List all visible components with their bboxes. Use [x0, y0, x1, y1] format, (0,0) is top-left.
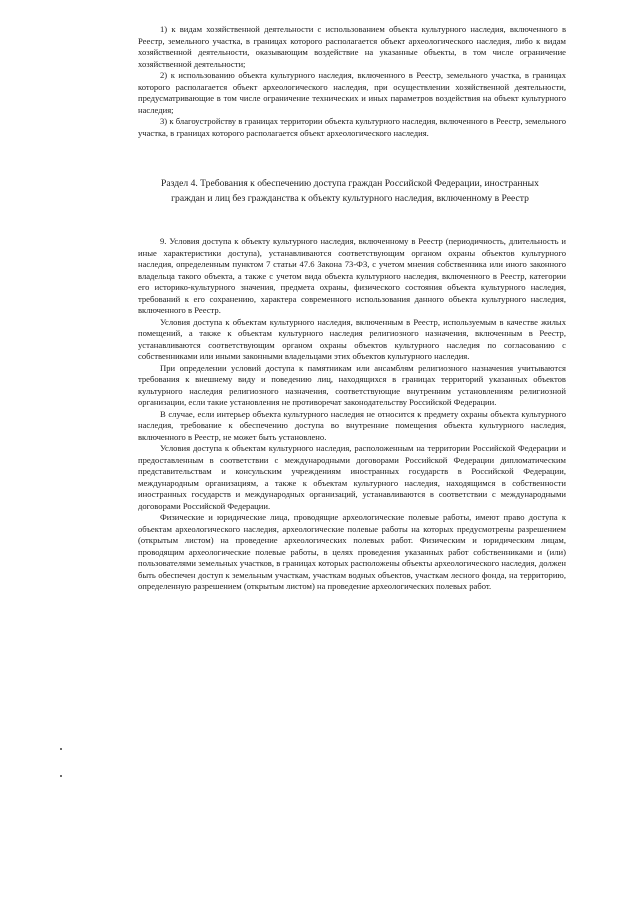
scan-dot	[60, 748, 62, 750]
scan-dot	[60, 775, 62, 777]
paragraph: Условия доступа к объектам культурного наследия, включенным в Реестр, используемым в качестве жилых помещений, а также к объектам культурного наследия религиозного назначения, включенным в Реестр, устанавливаются соответствующим органом охраны объектов культурного наследия по согласованию с собственниками или иными законными владельцами этих объектов культурного наследия.	[138, 316, 566, 361]
restrictions-list	[138, 24, 566, 139]
list-item: 2) к использованию объекта культурного наследия, включенного в Реестр, земельного участка, в границах которого располагается объект археологического наследия, при осуществлении хозяйственной деятельности, предусматривающие в том числе ограничение технических и иных параметров воздействия на объект культурного наследия;	[138, 70, 566, 115]
paragraph: Условия доступа к объектам культурного наследия, расположенным на территории Российской Федерации и предоставленным в соответствии с международными договорами Российской Федерации дипломатическим представительствам и консульским учреждениям иностранных государств в Российской Федерации, международным организациям, а также к объектам культурного наследия, находящимся в собственности иностранных государств и международных организаций, устанавливаются в соответствии с международными договорами Российской Федерации.	[138, 443, 566, 511]
paragraph: Физические и юридические лица, проводящие археологические полевые работы, имеют право доступа к объектам археологического наследия, археологические полевые работы на которых предусмотрены разрешением (открытым листом) на проведение археологических полевых работ. Физическим и юридическим лицам, проводящим археологические полевые работы, в целях проведения указанных работ собственниками и (или) пользователями земельных участков, в границах которых расположены объекты археологического наследия, должен быть обеспечен доступ к земельным участкам, участкам водных объектов, участкам лесного фонда, на территорию, определенную разрешением (открытым листом) на проведение археологических полевых работ.	[138, 512, 566, 591]
paragraph: В случае, если интерьер объекта культурного наследия не относится к предмету охраны объекта культурного наследия, требование к обеспечению доступа во внутренние помещения объекта культурного наследия, включенного в Реестр, не может быть установлено.	[138, 408, 566, 442]
list-item: 3) к благоустройству в границах территории объекта культурного наследия, включенного в Реестр, земельного участка, в границах которого располагается объект археологического наследия.	[138, 116, 566, 138]
paragraph: При определении условий доступа к памятникам или ансамблям религиозного назначения учитываются требования к внешнему виду и поведению лиц, находящихся в границах территорий указанных объектов культурного наследия религиозного назначения, соответствующие внутренним установлениям религиозной организации, если такие установления не противоречат законодательству Российской Федерации.	[138, 362, 566, 407]
paragraph: 9. Условия доступа к объекту культурного наследия, включенному в Реестр (периодичность, длительность и иные характеристики доступа), устанавливаются соответствующим органом охраны объектов культурного наследия, определенным пунктом 7 статьи 47.6 Закона 73-ФЗ, с учетом мнения собственника или иного законного владельца такого объекта, а также с учетом вида объекта культурного наследия, включенного в Реестр, категории его историко-культурного значения, предмета охраны, физического состояния объекта культурного наследия, требований к его сохранению, характера современного использования данного объекта культурного наследия, включенного в Реестр.	[138, 236, 566, 315]
section-heading: Раздел 4. Требования к обеспечению доступа граждан Российской Федерации, иностранных граждан и лиц без гражданства к объекту культурного наследия, включенному в Реестр	[161, 178, 539, 204]
list-item: 1) к видам хозяйственной деятельности с использованием объекта культурного наследия, включенного в Реестр, земельного участка, в границах которого располагается объект археологического наследия, либо к видам хозяйственной деятельности, оказывающим воздействие на указанные объекты, в том числе ограничение хозяйственной деятельности;	[138, 24, 566, 69]
section-body	[138, 236, 566, 593]
